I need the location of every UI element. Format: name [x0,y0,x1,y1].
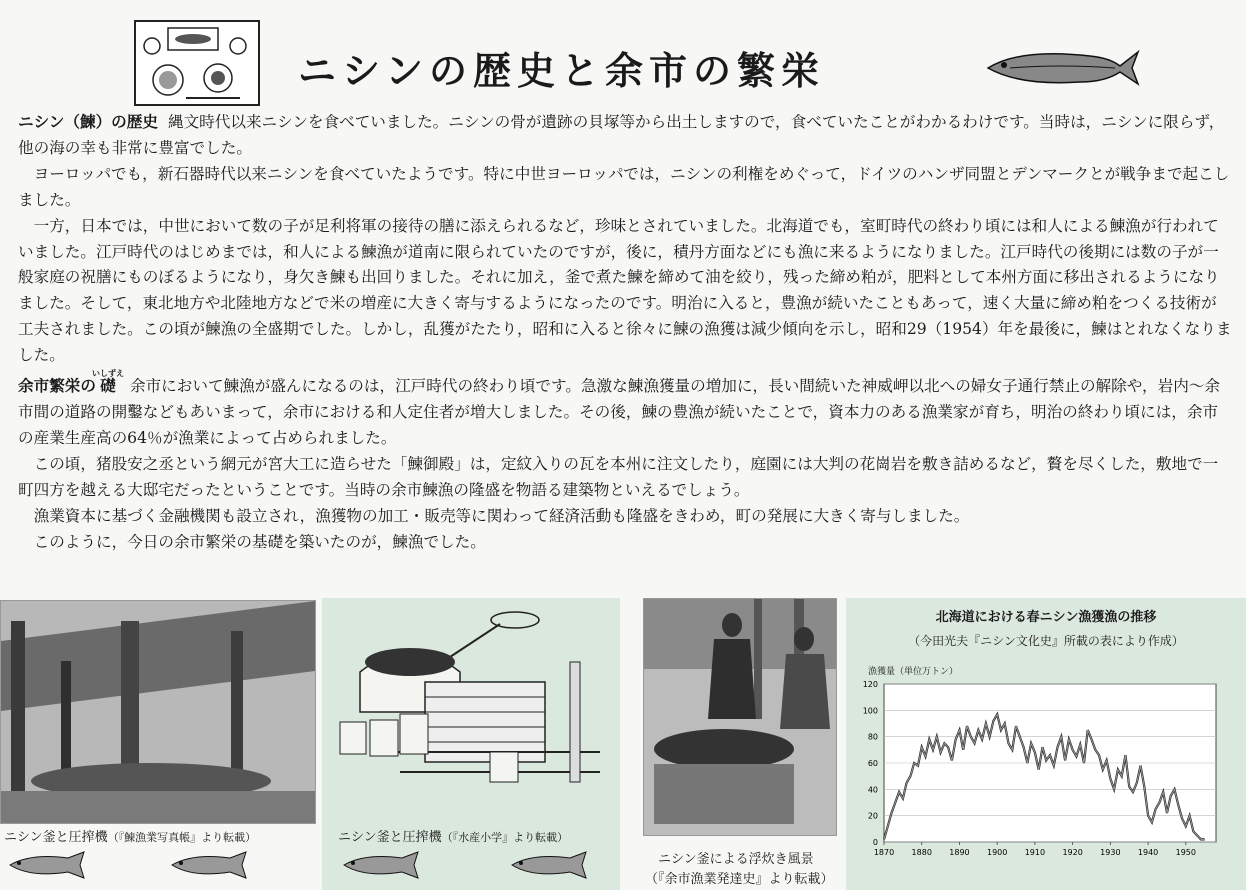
y-tick-label: 60 [867,759,878,768]
fish-icon [6,848,96,882]
y-tick-label: 120 [862,680,878,689]
chart-subtitle: （今田光夫『ニシン文化史』所載の表により作成） [908,634,1184,648]
x-tick-label: 1930 [1100,848,1121,857]
prosperity-paragraph-2: この頃，猪股安之丞という網元が宮大工に造らせた「鰊御殿」は，定紋入りの瓦を本州に注文したり，庭園には大判の花崗岩を敷き詰めるなど，贅を尽くした，敷地で一町四方を越える大邸宅だったということです。当時の余市鰊漁の隆盛を物語る建築物といえるでしょう。 [18,454,1219,499]
chart-title: 北海道における春ニシン漁獲漁の推移 [935,610,1157,625]
prosperity-paragraph-3: 漁業資本に基づく金融機関も設立され，漁獲物の加工・販売等に関わって経済活動も隆盛をきわめ，町の発展に大きく寄与しました。 [33,506,970,525]
photo3-caption-source: （『余市漁業発達史』より転載） [645,872,834,887]
chart-y-axis-label: 漁獲量（単位万トン） [868,667,959,677]
photo-herring-cauldron-press [0,600,316,824]
x-tick-label: 1880 [911,848,932,857]
x-tick-label: 1890 [949,848,970,857]
fish-icon [168,848,258,882]
photo3-caption-title: ニシン釜による浮炊き風景 [658,852,814,867]
photo1-caption: ニシン釜と圧搾機（『鰊漁業写真帳』より転載） [4,830,257,845]
article-body [18,110,1232,555]
history-paragraph-1: ニシン（鰊）の歴史 縄文時代以来ニシンを食べていました。ニシンの骨が遺跡の貝塚等から出土しますので，食べていたことがわかるわけです。当時は，ニシンに限らず，他の海の幸も非常に豊富でした。 [18,113,1225,157]
y-tick-label: 20 [867,811,878,821]
x-tick-label: 1910 [1024,848,1046,857]
fish-icon [508,848,598,882]
x-tick-label: 1870 [873,848,895,857]
herring-catch-chart [846,676,1242,866]
x-tick-label: 1920 [1062,848,1083,857]
x-tick-label: 1950 [1175,848,1196,857]
y-tick-label: 0 [872,838,878,847]
x-tick-label: 1900 [987,848,1008,857]
prosperity-paragraph-1: 余市繁栄の礎いしずえ余市において鰊漁が盛んになるのは，江戸時代の終わり頃です。急激な鰊漁獲量の増加に，長い間続いた神威岬以北への婦女子通行禁止の解除や，岩内～余市間の道路の開鑿などもあいまって，余市における和人定住者が増大しました。その後，鰊の豊漁が続いたことで，資本力のある漁業家が育ち，明治の終わり頃には，余市の産業生産高の64％が漁業によって占められました。 [18,369,1220,447]
photo2-caption: ニシン釜と圧搾機（『水産小学』より転載） [338,830,569,845]
prosperity-paragraph-4: このように，今日の余市繁栄の基礎を築いたのが，鰊漁でした。 [33,532,486,551]
herring-fish-icon [980,38,1140,98]
x-tick-label: 1940 [1137,848,1159,857]
fish-icon [340,848,430,882]
page-title: ニシンの歴史と余市の繁栄 [298,48,826,93]
history-paragraph-2: ヨーロッパでも，新石器時代以来ニシンを食べていたようです。特に中世ヨーロッパでは，ニシンの利権をめぐって，ドイツのハンザ同盟とデンマークとが戦争まで起こしました。 [18,164,1230,209]
photo-boiling-scene [643,598,837,836]
illustration-press-machine [330,602,612,820]
section-heading-prosperity: 余市繁栄の礎いしずえ [18,369,124,396]
section-heading-history: ニシン（鰊）の歴史 [18,113,158,131]
y-tick-label: 80 [867,732,878,742]
history-paragraph-3: 一方，日本では，中世において数の子が足利将軍の接待の膳に添えられるなど，珍味とされていました。北海道でも，室町時代の終わり頃には和人による鰊漁が行われていました。江戸時代のはじめまでは，和人による鰊漁が道南に限られていたのですが，後に，積丹方面などにも漁に来るようになりました。江戸時代の後期には数の子が一般家庭の祝膳にものぼるようになり，身欠き鰊も出回りました。それに加え，釜で煮た鰊を締めて油を絞り，残った締め粕が，肥料として本州方面に移出されるようになりました。そして，東北地方や北陸地方などで米の増産に大きく寄与するようになったのです。明治に入ると，豊漁が続いたこともあって，速く大量に締め粕をつくる技術が工夫されました。この頃が鰊漁の全盛期でした。しかし，乱獲がたたり，昭和に入ると徐々に鰊の漁獲は減少傾向を示し，昭和29（1954）年を最後に，鰊はとれなくなりました。 [18,216,1232,365]
y-tick-label: 40 [867,785,878,795]
logo-illustration [134,20,260,106]
y-tick-label: 100 [862,706,878,716]
